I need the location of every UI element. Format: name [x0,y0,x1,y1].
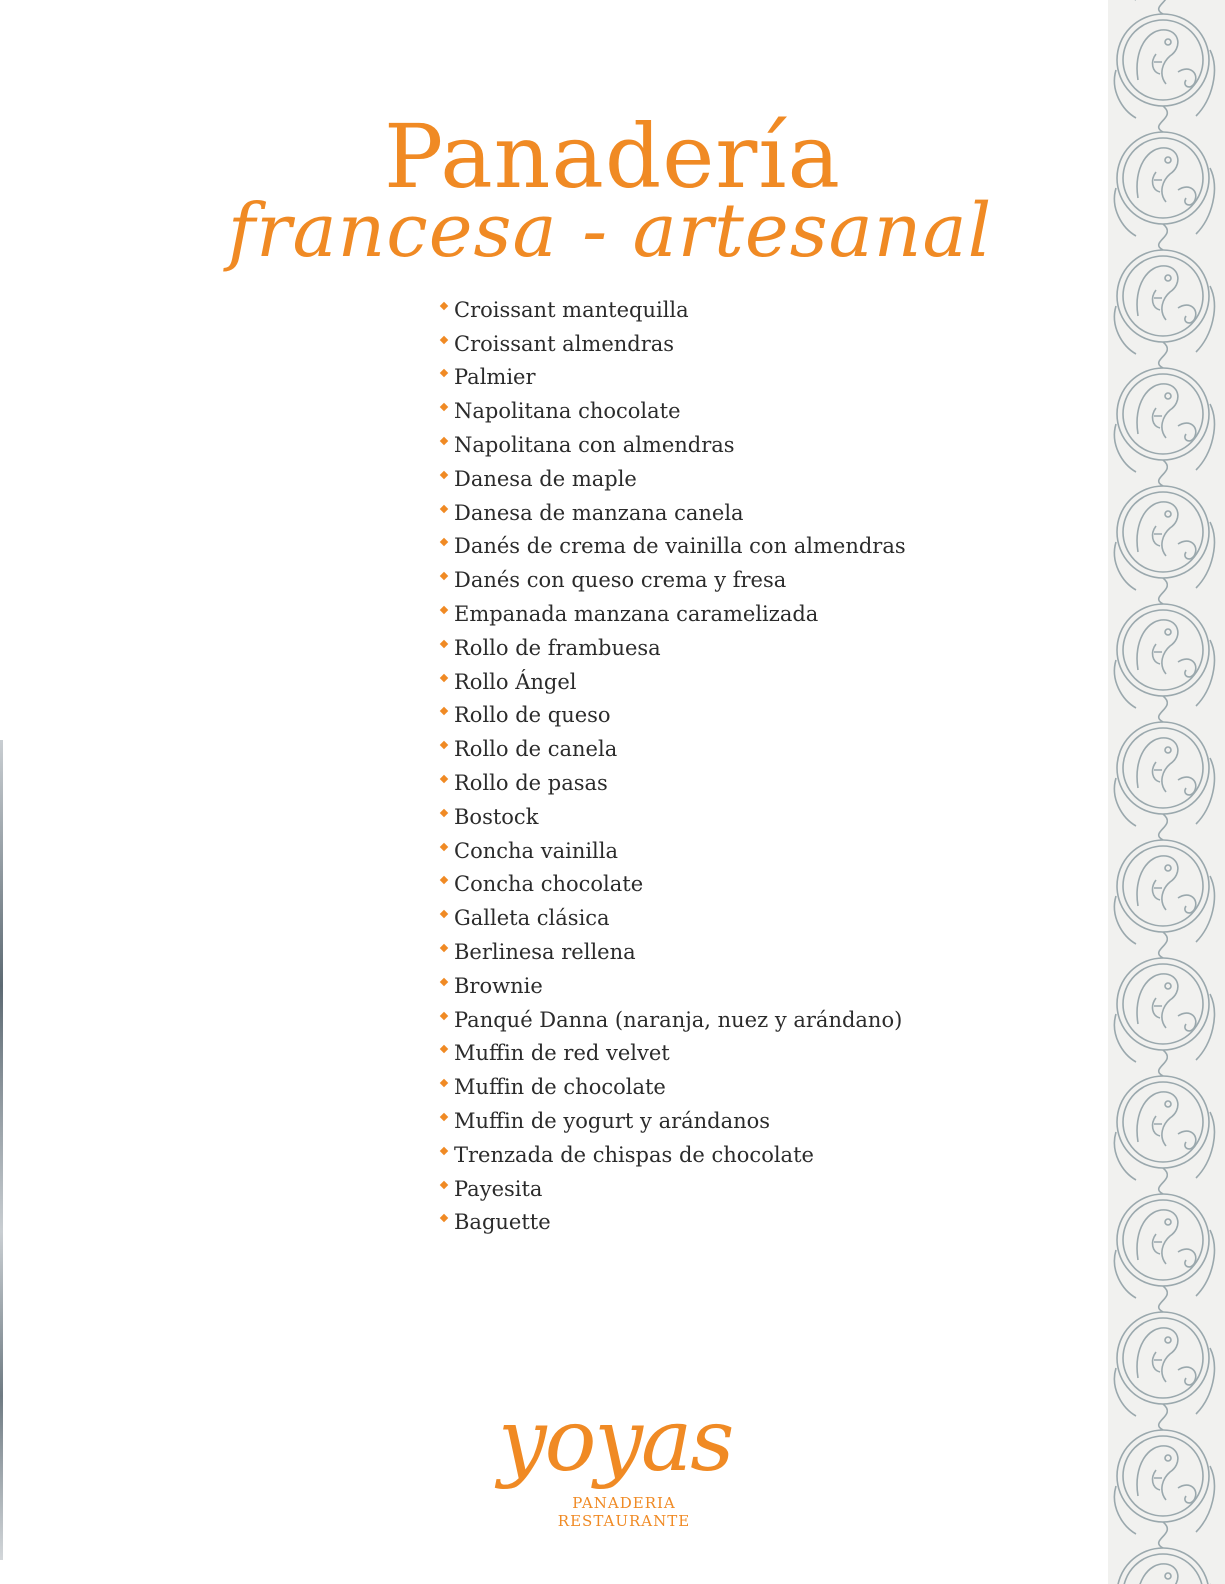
bird-medallion-icon [1114,1312,1214,1430]
logo-line-panaderia: PANADERIA [572,1494,676,1512]
diamond-bullet-icon [440,876,448,884]
decorative-bird-border [1108,0,1225,1584]
menu-item-label: Napolitana chocolate [454,399,681,424]
menu-item-label: Rollo de canela [454,737,618,762]
diamond-bullet-icon [440,944,448,952]
menu-item [436,1037,906,1071]
menu-item-label: Panqué Danna (naranja, nuez y arándano) [454,1007,903,1032]
diamond-bullet-icon [440,572,448,580]
menu-item [436,1070,906,1104]
menu-item [436,1104,906,1138]
menu-item-label: Napolitana con almendras [454,433,735,458]
diamond-bullet-icon [440,437,448,445]
diamond-bullet-icon [440,741,448,749]
menu-item-label: Croissant mantequilla [454,297,689,322]
bird-medallion-icon [1114,1430,1214,1548]
menu-item [436,766,906,800]
menu-item [436,563,906,597]
menu-item-label: Concha chocolate [454,872,644,897]
menu-item-label: Payesita [454,1176,543,1201]
diamond-bullet-icon [440,1079,448,1087]
bird-medallion-icon [1114,722,1214,840]
diamond-bullet-icon [440,538,448,546]
menu-item [436,800,906,834]
menu-item [436,732,906,766]
bird-medallion-icon [1114,840,1214,958]
menu-item-label: Rollo Ángel [454,669,577,694]
bird-medallion-icon [1114,0,1214,14]
menu-item [436,293,906,327]
menu-item [436,394,906,428]
diamond-bullet-icon [440,369,448,377]
bird-medallion-icon [1114,132,1214,250]
diamond-bullet-icon [440,1147,448,1155]
menu-item [436,361,906,395]
menu-item [436,1003,906,1037]
bird-medallion-icon [1114,1194,1214,1312]
bird-medallion-icon [1114,486,1214,604]
menu-item-label: Brownie [454,973,543,998]
menu-item-label: Muffin de yogurt y arándanos [454,1109,771,1134]
menu-item [436,1172,906,1206]
menu-item [436,868,906,902]
diamond-bullet-icon [440,707,448,715]
menu-item-label: Galleta clásica [454,906,610,931]
bird-medallion-icon [1114,368,1214,486]
bird-medallion-icon [1114,250,1214,368]
menu-item [436,428,906,462]
menu-item-label: Baguette [454,1210,551,1235]
bird-medallion-icon [1114,958,1214,1076]
logo-wordmark: yoyas [498,1391,733,1491]
logo-line-restaurante: RESTAURANTE [557,1512,691,1530]
diamond-bullet-icon [440,1180,448,1188]
menu-item [436,901,906,935]
menu-item-label: Muffin de red velvet [454,1041,670,1066]
diamond-bullet-icon [440,978,448,986]
page-edge-shadow [0,740,3,1560]
menu-item-label: Rollo de queso [454,703,611,728]
menu-item-label: Bostock [454,804,539,829]
diamond-bullet-icon [440,775,448,783]
diamond-bullet-icon [440,640,448,648]
diamond-bullet-icon [440,504,448,512]
menu-item [436,530,906,564]
menu-item-label: Danés con queso crema y fresa [454,568,787,593]
menu-item [436,665,906,699]
menu-item-label: Rollo de frambuesa [454,635,661,660]
menu-item-label: Croissant almendras [454,331,675,356]
menu-item [436,496,906,530]
menu-item-label: Danesa de maple [454,466,637,491]
diamond-bullet-icon [440,673,448,681]
menu-item [436,969,906,1003]
bird-medallion-icon [1114,1548,1214,1584]
menu-item [436,834,906,868]
menu-item [436,462,906,496]
menu-item [436,631,906,665]
menu-item [436,327,906,361]
menu-item-label: Concha vainilla [454,838,619,863]
menu-item-label: Danesa de manzana canela [454,500,744,525]
diamond-bullet-icon [440,471,448,479]
menu-item-label: Danés de crema de vainilla con almendras [454,534,906,559]
yoyas-logo [488,1391,748,1538]
diamond-bullet-icon [440,910,448,918]
diamond-bullet-icon [440,1214,448,1222]
menu-item-label: Palmier [454,365,536,390]
bakery-menu-list [436,293,906,1239]
menu-item [436,699,906,733]
bird-medallion-icon [1114,14,1214,132]
bird-pattern-icon [1108,0,1225,1584]
menu-item [436,935,906,969]
diamond-bullet-icon [440,606,448,614]
menu-item-label: Empanada manzana caramelizada [454,602,819,627]
page-title: Panadería [384,105,841,208]
page-subtitle: francesa - artesanal [227,188,993,274]
bird-medallion-icon [1114,1076,1214,1194]
menu-item-label: Trenzada de chispas de chocolate [454,1142,814,1167]
diamond-bullet-icon [440,842,448,850]
diamond-bullet-icon [440,1113,448,1121]
menu-item [436,1138,906,1172]
menu-item [436,597,906,631]
diamond-bullet-icon [440,809,448,817]
menu-item [436,1206,906,1240]
diamond-bullet-icon [440,335,448,343]
diamond-bullet-icon [440,302,448,310]
diamond-bullet-icon [440,1011,448,1019]
diamond-bullet-icon [440,403,448,411]
menu-item-label: Muffin de chocolate [454,1075,666,1100]
menu-item-label: Rollo de pasas [454,771,608,796]
menu-item-label: Berlinesa rellena [454,940,636,965]
bird-medallion-icon [1114,604,1214,722]
diamond-bullet-icon [440,1045,448,1053]
